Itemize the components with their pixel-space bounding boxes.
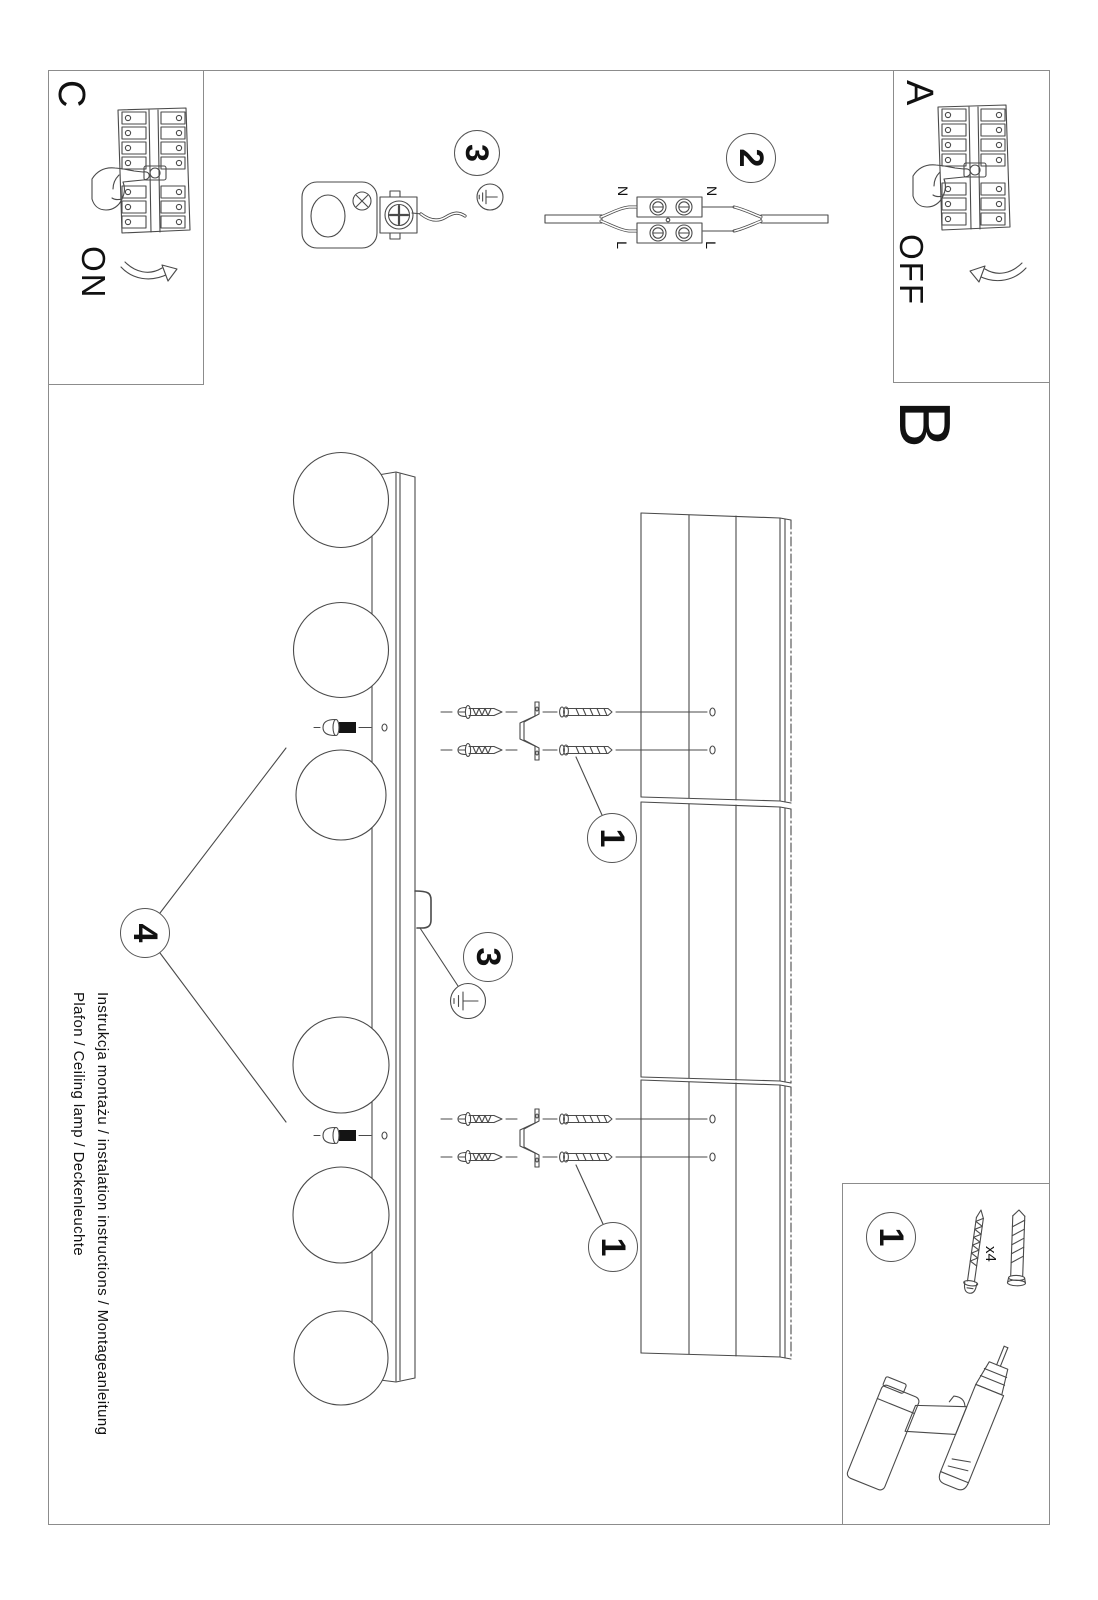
live-label-top: L	[703, 241, 719, 249]
callout-1-fasteners: 1	[588, 1222, 638, 1272]
screw-anchor-column	[441, 706, 707, 719]
screw-anchor-column	[441, 1151, 707, 1164]
callout-3-ground-step: 3	[454, 130, 500, 176]
mounting-plate	[641, 513, 791, 803]
step-a-label: A	[898, 80, 940, 106]
callout-3-ground-mid: 3	[463, 932, 513, 982]
terminal-screw-icon	[650, 199, 692, 241]
lamp-globe	[293, 1167, 389, 1263]
mounting-plate	[641, 802, 791, 1083]
fixing-knob-icon	[314, 720, 387, 736]
ground-symbol-icon	[451, 984, 486, 1019]
step-b-label: B	[884, 400, 964, 449]
callout-1-parts: 1	[866, 1212, 916, 1262]
lamp-side-cable	[703, 207, 828, 231]
ground-symbol-icon	[477, 184, 503, 210]
breaker-panel-icon	[938, 105, 1010, 230]
callout-leader-lines	[160, 748, 286, 1122]
neutral-label-top: N	[704, 185, 720, 197]
callout-4-knobs: 4	[120, 908, 170, 958]
lamp-globe	[294, 453, 389, 548]
curved-arrow-up-icon	[121, 262, 177, 281]
lamp-globe	[296, 750, 386, 840]
ground-wire	[412, 213, 465, 220]
wall-anchor-icon	[1007, 1210, 1028, 1286]
drill-icon	[846, 1310, 1021, 1520]
mounting-bracket-icon	[520, 1109, 539, 1167]
footer-product: Plafon / Ceiling lamp / Deckenleuchte	[70, 992, 87, 1257]
live-label-bottom: L	[614, 241, 630, 249]
terminal-blocks	[637, 197, 702, 243]
plate-hole	[710, 708, 715, 1161]
mounting-bracket-icon	[520, 702, 539, 760]
lamp-globe	[293, 1017, 389, 1113]
mounting-plate	[641, 1080, 791, 1359]
ground-wire-hook	[415, 891, 458, 986]
mains-side-cable	[545, 207, 636, 231]
lamp-globe	[294, 1311, 388, 1405]
footer-title: Instrukcja montażu / instalation instructions / Montageanleitung	[94, 992, 111, 1436]
switch-off-label: OFF	[893, 234, 930, 306]
curved-arrow-down-icon	[970, 263, 1026, 282]
lamp-globes	[293, 453, 389, 1406]
screw-anchor-column	[441, 1113, 707, 1126]
switch-on-label: ON	[75, 246, 112, 300]
neutral-label-bottom: N	[615, 185, 631, 197]
lamp-globe	[294, 603, 389, 698]
lamp-connector	[302, 182, 417, 248]
step-c-label: C	[50, 80, 92, 108]
fastener-set	[441, 1109, 707, 1224]
screw-anchor-column	[441, 744, 707, 757]
callout-1-fasteners: 1	[587, 813, 637, 863]
fixing-knob-icon	[314, 1128, 387, 1144]
quantity-label: x4	[982, 1246, 999, 1262]
callout-2-wiring: 2	[726, 133, 776, 183]
